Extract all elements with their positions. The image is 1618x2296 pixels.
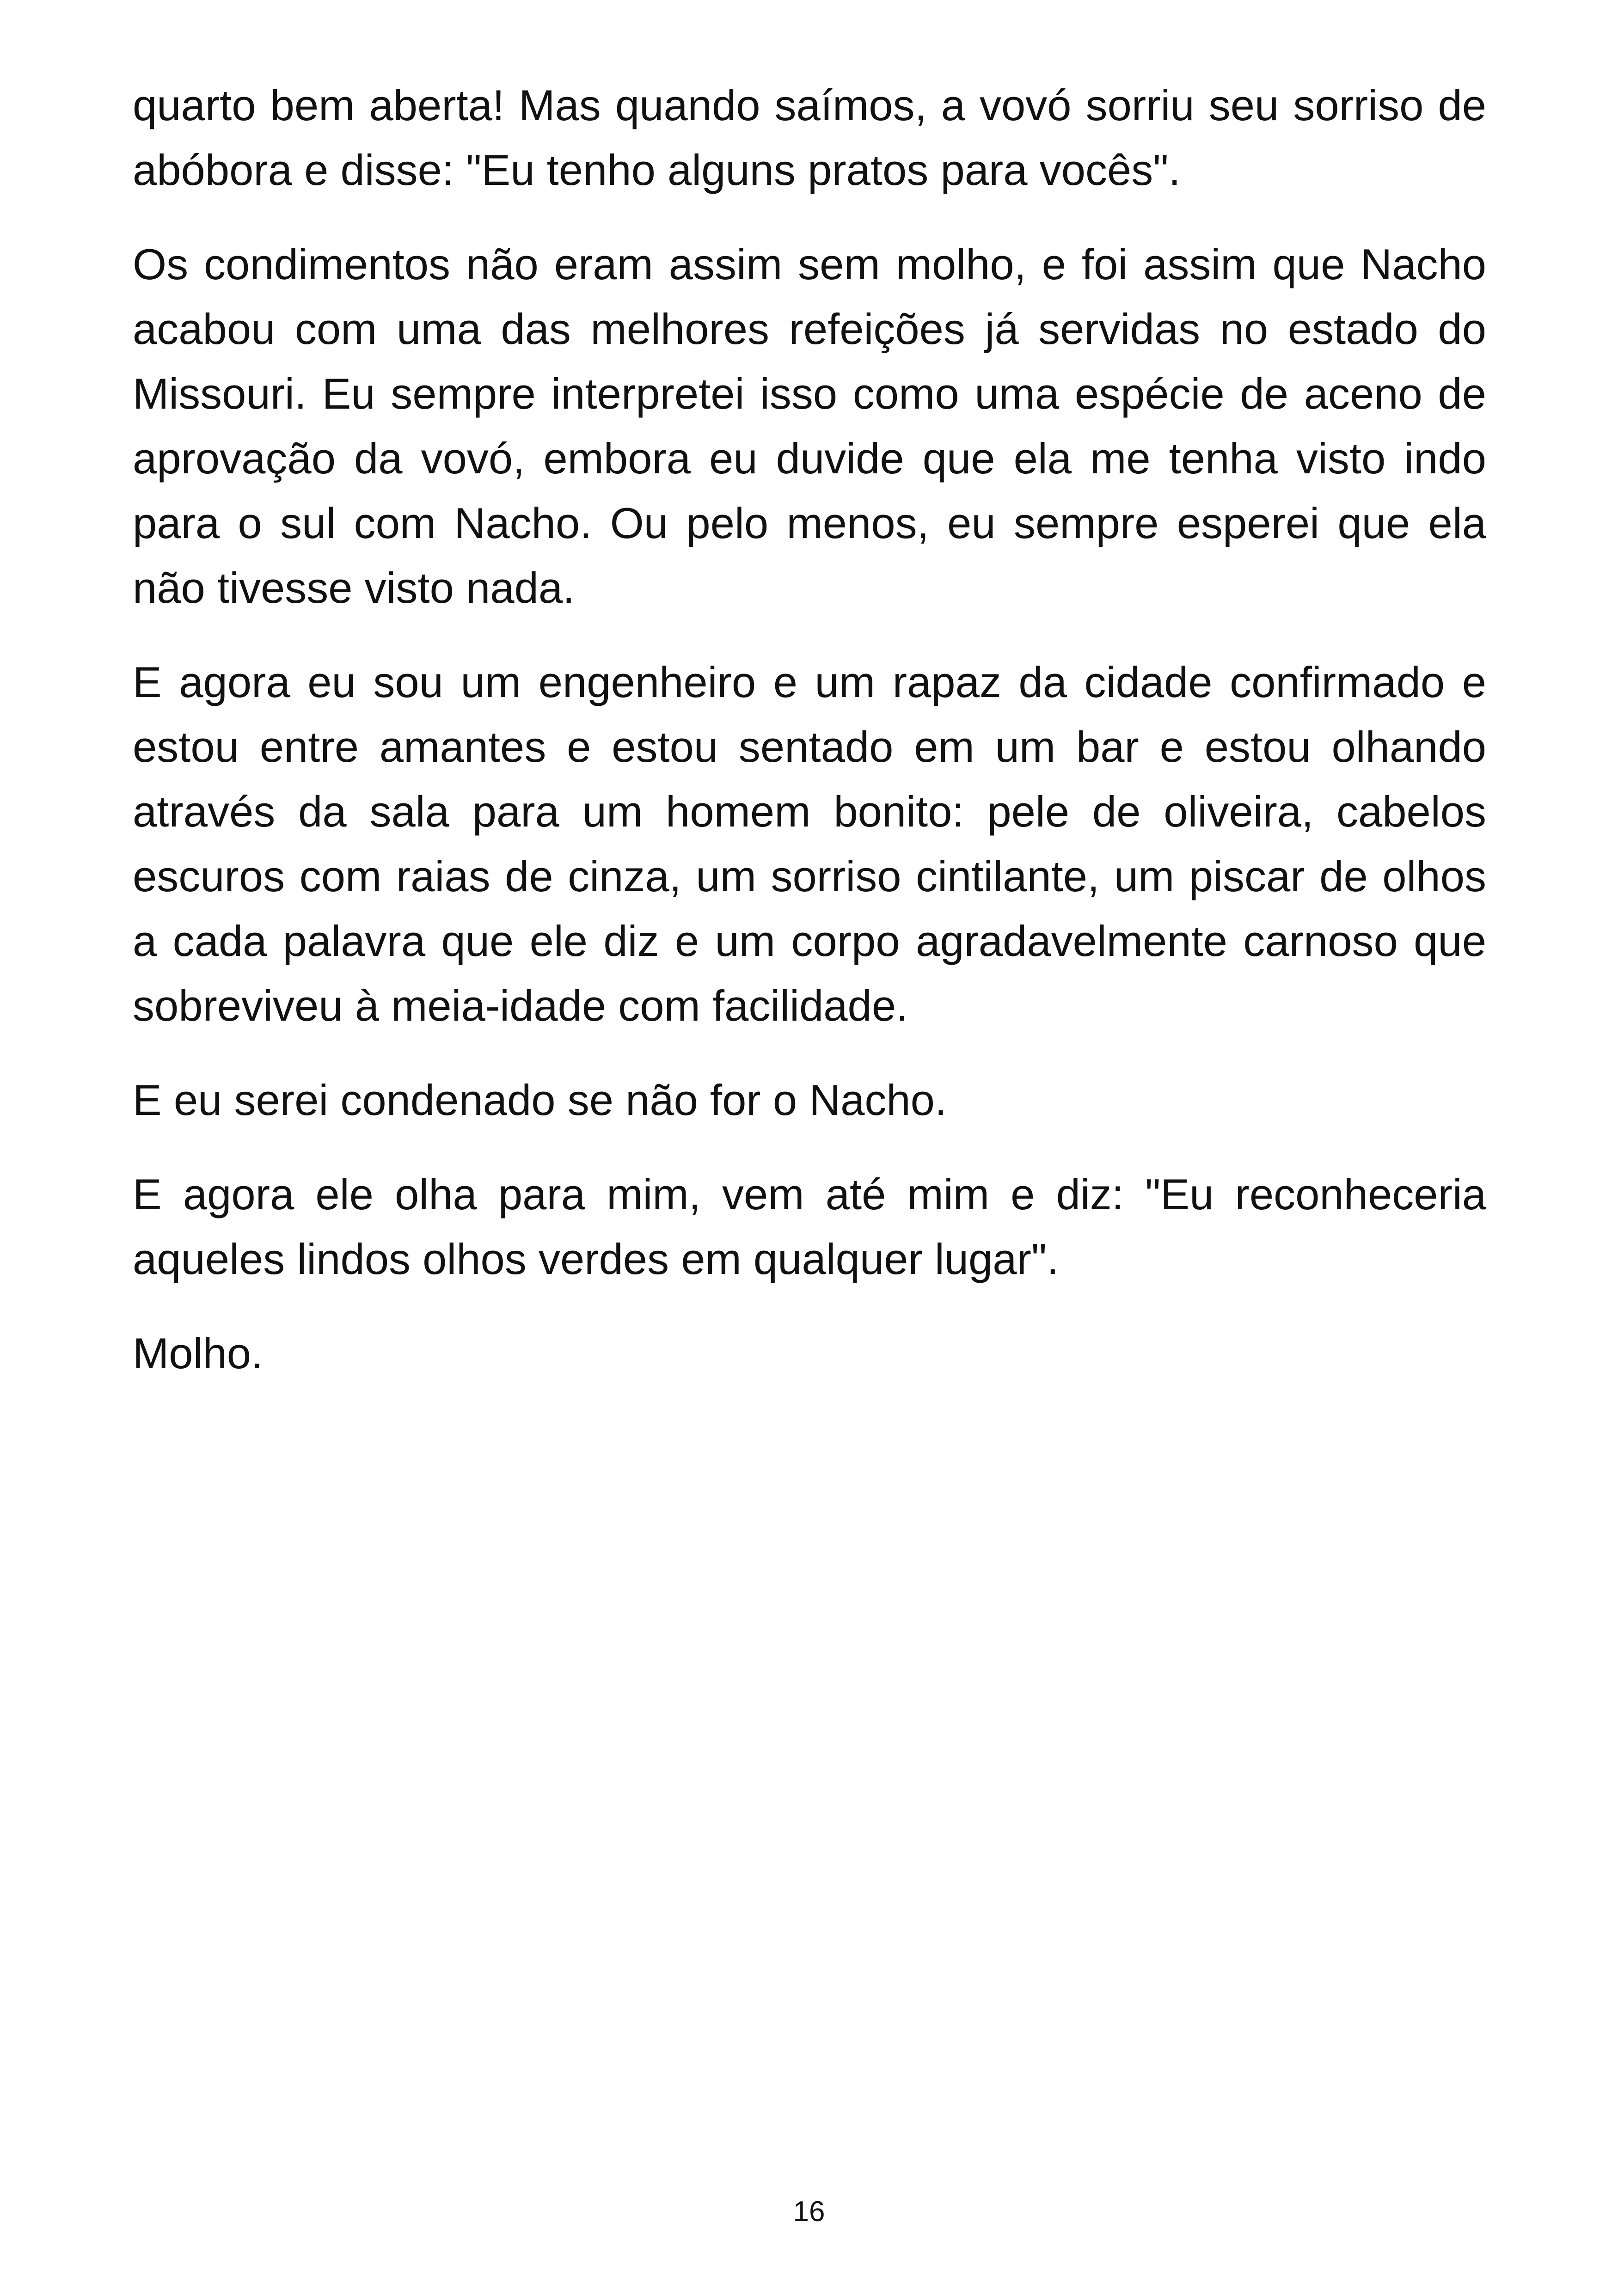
paragraph: Molho. (133, 1329, 264, 1378)
paragraph: E eu serei condenado se não for o Nacho. (133, 1076, 947, 1124)
paragraph: quarto bem aberta! Mas quando saímos, a vovó sorriu seu sorriso de abóbora e disse: "Eu tenho alguns pratos para vocês". (133, 81, 1486, 194)
page-number: 16 (793, 2196, 825, 2228)
paragraph: E agora eu sou um engenheiro e um rapaz da cidade confirmado e estou entre amantes e estou sentado em um bar e estou olhando através da sala para um homem bonito: pele de oliveira, cabelos escuros com raias de cinza, um sorriso cintilante, um piscar de olhos a cada palavra que ele diz e um corpo agradavelmente carnoso que sobreviveu à meia-idade com facilidade. (133, 658, 1486, 1030)
body-text (133, 73, 1486, 1415)
paragraph: Os condimentos não eram assim sem molho, e foi assim que Nacho acabou com uma das melhores refeições já servidas no estado do Missouri. Eu sempre interpretei isso como uma espécie de aceno de aprovação da vovó, embora eu duvide que ela me tenha visto indo para o sul com Nacho. Ou pelo menos, eu sempre esperei que ela não tivesse visto nada. (133, 240, 1486, 612)
paragraph: E agora ele olha para mim, vem até mim e diz: "Eu reconheceria aqueles lindos olhos verdes em qualquer lugar". (133, 1170, 1486, 1283)
